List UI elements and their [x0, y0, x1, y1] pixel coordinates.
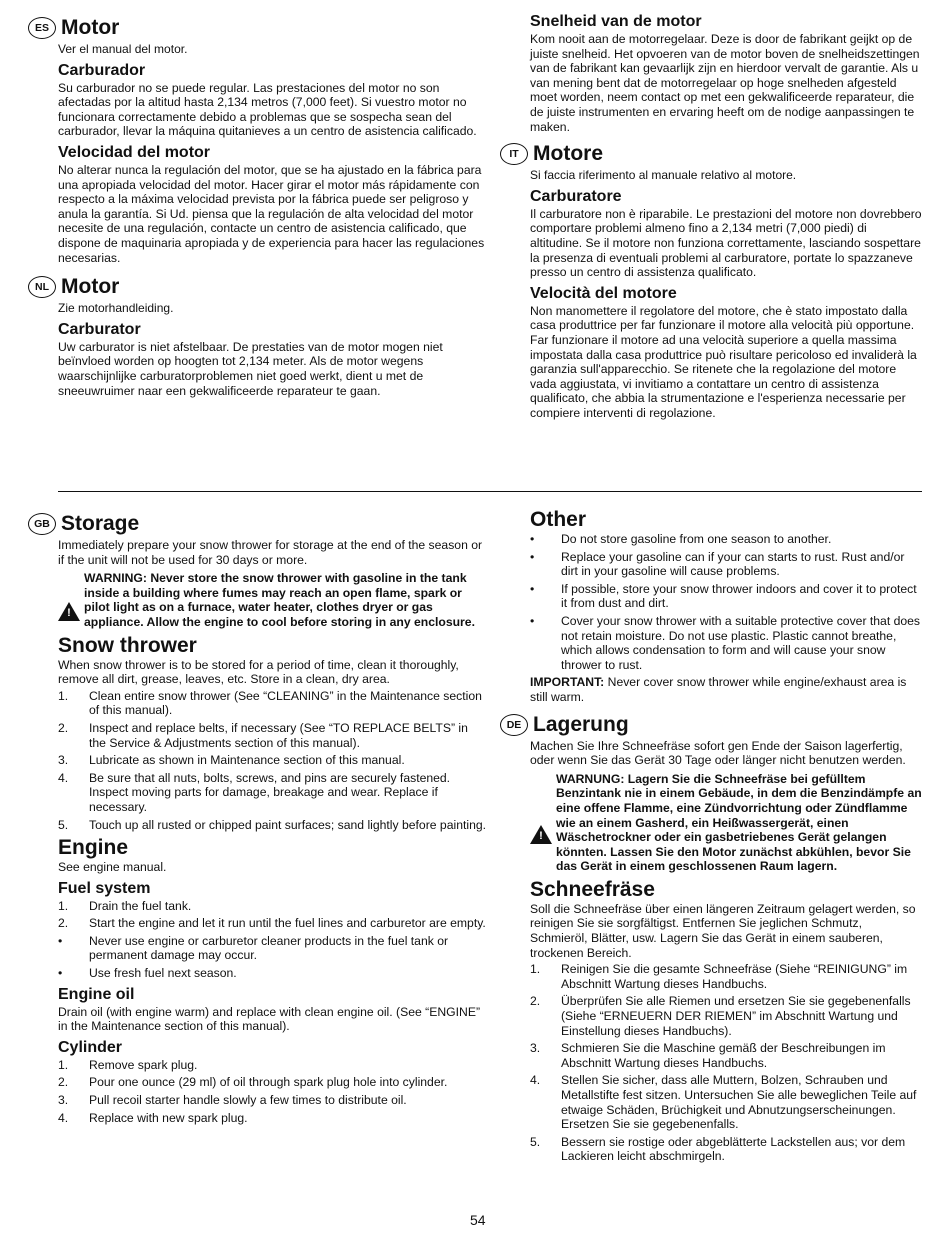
section-divider — [58, 491, 922, 492]
es-carb-text: Su carburador no se puede regular. Las prestaciones del motor no son afectadas por la altitud hasta 2,134 metros (7,000 feet). Si vuestro motor no funcionara correctamente debido a problemas que se sospecha sean del carburador, llevar la máquina quitanieves a un centro de asistencia calificado. — [58, 80, 477, 139]
list-item-text: Bessern sie rostige oder abgeblätterte Lackstellen aus; vor dem Lackieren leicht abschmirgeln. — [561, 1134, 906, 1164]
gb-other-heading: Other — [530, 508, 587, 531]
nl-carb-heading: Carburator — [58, 320, 141, 338]
list-item-marker: 1. — [58, 1057, 69, 1072]
gb-snow-thrower-heading: Snow thrower — [58, 633, 197, 657]
de-lagerung-heading: Lagerung — [533, 712, 629, 736]
list-item — [530, 614, 922, 672]
warning-triangle-icon: ! — [58, 571, 84, 629]
list-item-marker: 3. — [530, 1041, 541, 1056]
list-item — [58, 818, 486, 833]
gb-oil-text: Drain oil (with engine warm) and replace with clean engine oil. (See “ENGINE” in the Maintenance section of this manual). — [58, 1004, 481, 1034]
de-section-header — [506, 712, 922, 737]
list-item-marker: 1. — [58, 688, 69, 703]
list-item-text: Never use engine or carburetor cleaner products in the fuel tank or permanent damage may occur. — [89, 933, 449, 963]
top-right-column — [509, 10, 922, 422]
gb-engine-heading: Engine — [58, 836, 129, 860]
list-item — [530, 1135, 922, 1164]
nl-motor-intro: Zie motorhandleiding. — [58, 301, 174, 316]
gb-snow-text: When snow thrower is to be stored for a period of time, clean it thoroughly, remove all dirt, grease, leaves, etc. Store in a clean, dry area. — [58, 657, 459, 687]
important-text: Never cover snow thrower while engine/exhaust area is still warm. — [530, 675, 907, 704]
list-item-text: Clean entire snow thrower (See “CLEANING” in the Maintenance section of this manual). — [89, 688, 482, 718]
gb-cylinder-list — [58, 1058, 486, 1125]
list-item-marker: • — [58, 933, 63, 948]
list-item — [530, 1041, 922, 1070]
list-item-text: Inspect and replace belts, if necessary (See “TO REPLACE BELTS” in the Service & Adjustments section of this manual). — [89, 720, 468, 750]
list-item-marker: 4. — [58, 1110, 69, 1125]
list-item-text: Replace with new spark plug. — [89, 1110, 248, 1125]
page-number: 54 — [470, 1212, 486, 1228]
es-motor-heading: Motor — [61, 16, 120, 39]
de-warning-block — [530, 772, 922, 874]
it-section-header — [509, 142, 922, 166]
it-motore-heading: Motore — [533, 142, 603, 166]
gb-cylinder-heading: Cylinder — [58, 1038, 123, 1056]
es-section-header — [34, 16, 486, 40]
list-item — [58, 899, 486, 914]
list-item-text: Remove spark plug. — [89, 1057, 198, 1072]
list-item-marker: • — [58, 966, 63, 981]
list-item-text: Lubricate as shown in Maintenance section of this manual. — [89, 753, 405, 768]
list-item-text: Drain the fuel tank. — [89, 898, 192, 913]
gb-warning-block — [58, 571, 486, 629]
list-item-text: Überprüfen Sie alle Riemen und ersetzen Sie sie gegebenenfalls (Siehe “ERNEUERN DER RIEMEN” im Abschnitt Wartung und Einstellung dieses Handbuchs). — [561, 994, 911, 1038]
nl-carb-text: Uw carburator is niet afstelbaar. De prestaties van de motor mogen niet beïnvloed worden op hoogten tot 2,134 meter. Als de motor wegens waarschijnlijke carburatorproblemen niet goed werkt, dient u met de sneeuwruimer naar een gekwalificeerde reparateur te gaan. — [58, 339, 443, 398]
list-item — [58, 771, 486, 815]
list-item-marker: 5. — [58, 817, 69, 832]
list-item-marker: • — [530, 549, 535, 564]
list-item — [58, 689, 486, 718]
list-item — [530, 994, 922, 1038]
list-item-text: Schmieren Sie die Maschine gemäß der Beschreibungen im Abschnitt Wartung dieses Handbuchs. — [561, 1041, 886, 1070]
gb-important-note — [530, 675, 922, 704]
es-carb-heading: Carburador — [58, 61, 146, 79]
nl-motor-heading: Motor — [61, 275, 120, 299]
list-item-text: Replace your gasoline can if your can starts to rust. Rust and/or dirt in your gasoline will cause problems. — [561, 549, 905, 579]
list-item-marker: 2. — [530, 994, 541, 1009]
gb-warning-text: WARNING: Never store the snow thrower with gasoline in the tank inside a building where fumes may reach an open flame, spark or pilot light as on a furnace, water heater, clothes dryer or gas appliance. Allow the engine to cool before storing in any enclosure. — [84, 571, 475, 629]
list-item-text: Cover your snow thrower with a suitable protective cover that does not retain moisture. Do not use plastic. Plastic cannot breathe, which allows condensation to form and will cause your snow thrower to rust. — [561, 613, 921, 672]
list-item-marker: 5. — [530, 1134, 541, 1149]
it-carb-text: Il carburatore non è riparabile. Le prestazioni del motore non dovrebbero comportare problemi almeno fino a 2,134 metri (7,000 piedi) di altitudine. Se il motore non funziona correttamente, lasciando sospettare la presenza di eventuali problemi al carburatore, portate lo spazzaneve presso un centro di assistenza qualificato. — [530, 206, 922, 280]
es-speed-text: No alterar nunca la regulación del motor, que se ha ajustado en la fábrica para una apropiada velocidad del motor. Hacer girar el motor más rápidamente con respecto a la máxima velocidad prevista por la fábrica puede ser peligroso y anula la garantía. Si Ud. piensa que la regulación de alta velocidad del motor necesite de una regulación, contacte un centro de asistencia calificado, que dispone de maquinaria apropiada y de experiencia para hacer las regulaciones necesarias. — [58, 162, 485, 265]
list-item-marker: 1. — [530, 962, 541, 977]
list-item-marker: 1. — [58, 898, 69, 913]
list-item-text: Pour one ounce (29 ml) of oil through spark plug hole into cylinder. — [89, 1075, 448, 1090]
list-item — [58, 1093, 486, 1108]
list-item-marker: • — [530, 613, 535, 628]
list-item-text: Touch up all rusted or chipped paint surfaces; sand lightly before painting. — [89, 817, 487, 832]
it-speed-heading: Velocità del motore — [530, 284, 677, 302]
list-item — [58, 934, 486, 963]
gb-fuel-list — [58, 899, 486, 981]
it-language-badge: IT — [500, 143, 528, 165]
list-item — [58, 1111, 486, 1126]
nl-section-header — [35, 275, 486, 299]
de-language-badge: DE — [500, 714, 528, 736]
list-item — [530, 550, 922, 579]
list-item-marker: • — [530, 532, 535, 546]
nl-language-badge: NL — [28, 276, 56, 298]
gb-oil-heading: Engine oil — [58, 985, 135, 1003]
list-item — [530, 1073, 922, 1131]
list-item — [58, 753, 486, 768]
bottom-left-column — [34, 506, 487, 1128]
list-item-marker: 2. — [58, 916, 69, 931]
nl-speed-heading: Snelheid van de motor — [530, 13, 702, 30]
it-motore-intro: Si faccia riferimento al manuale relativo al motore. — [530, 168, 797, 183]
de-storage-text: Machen Sie Ihre Schneefräse sofort gen Ende der Saison lagerfertig, oder wenn Sie das Gerät 30 Tage oder länger nicht benutzen werden. — [530, 738, 906, 768]
gb-language-badge: GB — [28, 513, 56, 535]
gb-section-header — [34, 512, 486, 536]
important-label: IMPORTANT: — [530, 675, 605, 690]
gb-other-list — [530, 532, 922, 672]
list-item — [58, 916, 486, 931]
list-item-text: Do not store gasoline from one season to another. — [561, 532, 832, 546]
nl-speed-text: Kom nooit aan de motorregelaar. Deze is door de fabrikant geijkt op de juiste snelheid. Het opvoeren van de motor boven de snelheidszettingen van de fabrikant kan gevaarlijk zijn en hierdoor vervalt de garantie. Als u van mening bent dat de motorregelaar op hoge snelheden afgesteld moet worden, neem contact op met een gekwalificeerde reparateur, die de juiste instrumenten en ervaring heeft om de nodige aanpassingen te maken. — [530, 32, 920, 134]
list-item — [530, 962, 922, 991]
list-item — [530, 532, 922, 547]
list-item-marker: 2. — [58, 1075, 69, 1090]
warning-triangle-icon: ! — [530, 772, 556, 874]
gb-fuel-heading: Fuel system — [58, 879, 151, 897]
top-left-column — [34, 10, 486, 400]
list-item — [58, 966, 486, 981]
es-language-badge: ES — [28, 17, 56, 39]
gb-engine-text: See engine manual. — [58, 860, 167, 875]
de-warning-text: WARNUNG: Lagern Sie die Schneefräse bei gefülltem Benzintank nie in einem Gebäude, in dem die Benzindämpfe an eine offene Flamme, eine Zündvorrichtung oder Zündflamme wie an einem Gasherd, ein Heißwassergerät, einen Wäschetrockner oder ein gasbetriebenes Gerät gelangen könnten. Lassen Sie den Motor zunächst abkühlen, bevor Sie das Gerät in einem geschlossenen Raum lagern. — [556, 771, 922, 874]
de-schneefraese-heading: Schneefräse — [530, 877, 655, 901]
gb-storage-text: Immediately prepare your snow thrower for storage at the end of the season or if the unit will not be used for 30 days or more. — [58, 538, 483, 567]
list-item-text: Stellen Sie sicher, dass alle Muttern, Bolzen, Schrauben und Metallstifte fest sitzen. Untersuchen Sie alle beweglichen Teile auf etwaige Schäden, Brüchigkeit und Abnutzungserscheinungen. Ersetzen Sie sie gegebenenfalls. — [561, 1073, 917, 1132]
list-item-text: Start the engine and let it run until the fuel lines and carburetor are empty. — [89, 916, 486, 931]
es-motor-intro: Ver el manual del motor. — [58, 42, 188, 56]
list-item — [530, 582, 922, 611]
list-item-text: Use fresh fuel next season. — [89, 966, 237, 981]
list-item — [58, 1058, 486, 1073]
list-item-text: Pull recoil starter handle slowly a few times to distribute oil. — [89, 1093, 407, 1108]
list-item — [58, 721, 486, 750]
gb-storage-heading: Storage — [61, 512, 140, 535]
list-item-text: If possible, store your snow thrower indoors and cover it to protect it from dust and dirt. — [561, 581, 917, 611]
list-item-marker: 4. — [58, 770, 69, 785]
list-item-marker: 3. — [58, 1093, 69, 1108]
it-speed-text: Non manomettere il regolatore del motore, che è stato impostato dalla casa produttrice per far funzionare il motore alla velocità più opportune. Far funzionare il motore ad una velocità superiore a quella massima impostata dalla casa produttrice può risultare pericoloso ed invaliderà la garanzia sull'apparecchio. Se ritenete che la regolazione del motore vada aggiustata, vi invitiamo a contattare un centro di assistenza qualificato, che abbia la strumentazione e l'esperienza necessarie per compiere interventi di regolazione. — [530, 303, 917, 420]
bottom-right-column — [506, 506, 922, 1167]
list-item — [58, 1075, 486, 1090]
es-speed-heading: Velocidad del motor — [58, 143, 211, 161]
list-item-text: Reinigen Sie die gesamte Schneefräse (Siehe “REINIGUNG” im Abschnitt Wartung dieses Handbuchs. — [561, 962, 908, 991]
it-carb-heading: Carburatore — [530, 187, 622, 205]
gb-snow-list — [58, 689, 486, 832]
list-item-marker: • — [530, 581, 535, 596]
list-item-marker: 3. — [58, 753, 69, 768]
list-item-marker: 4. — [530, 1073, 541, 1088]
de-snow-list — [530, 962, 922, 1164]
de-snow-text: Soll die Schneefräse über einen längeren Zeitraum gelagert werden, so reinigen Sie sie sorgfältigst. Entfernen Sie jeglichen Schmutz, Schmieröl, Blätter, usw. Lagern Sie das Gerät in einem sauberen, trockenen Bereich. — [530, 901, 916, 960]
list-item-text: Be sure that all nuts, bolts, screws, and pins are securely fastened. Inspect moving parts for damage, breakage and wear. Replace if necessary. — [89, 770, 451, 814]
list-item-marker: 2. — [58, 720, 69, 735]
